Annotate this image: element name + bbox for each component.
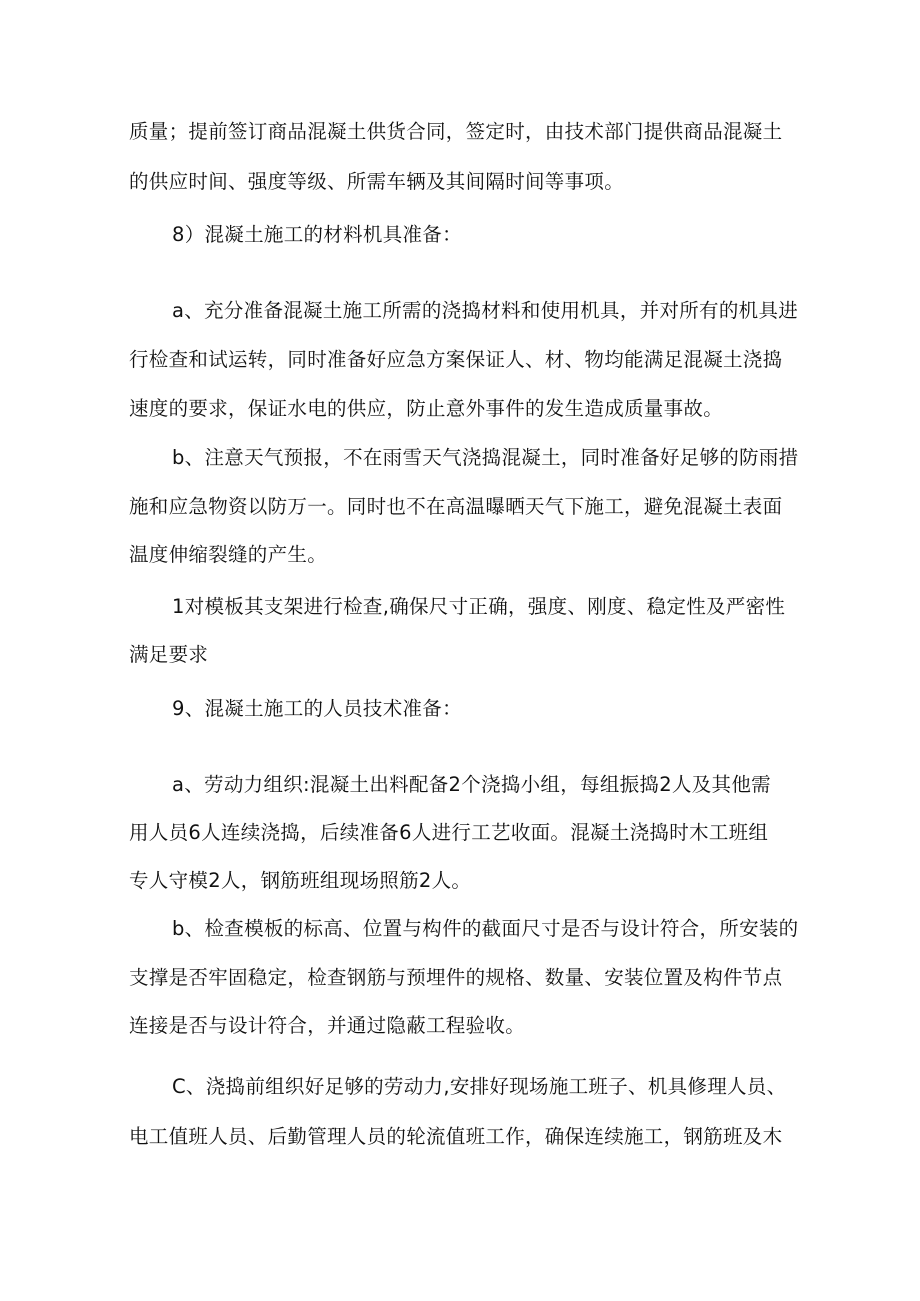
text-line: a、劳动力组织:混凝土出料配备2个浇捣小组，每组振捣2人及其他需 — [172, 773, 771, 796]
text-line: b、注意天气预报，不在雨雪天气浇捣混凝土，同时准备好足够的防雨措 — [172, 446, 799, 469]
text-line: 专人守模2人，钢筋班组现场照筋2人。 — [129, 869, 472, 892]
text-line: 支撑是否牢固稳定，检查钢筋与预埋件的规格、数量、安装位置及构件节点 — [129, 966, 783, 989]
text-line: a、充分准备混凝土施工所需的浇捣材料和使用机具，并对所有的机具进 — [172, 299, 799, 322]
section-heading: 9、混凝土施工的人员技术准备： — [172, 697, 462, 720]
text-line: 温度伸缩裂缝的产生。 — [129, 543, 328, 566]
text-line: 用人员6人连续浇捣，后续准备6人进行工艺收面。混凝土浇捣时木工班组 — [129, 821, 769, 844]
text-line: C、浇捣前组织好足够的劳动力,安排好现场施工班子、机具修理人员、 — [172, 1075, 787, 1098]
text-line: 电工值班人员、后勤管理人员的轮流值班工作，确保连续施工，钢筋班及木 — [129, 1125, 783, 1148]
section-heading: 8）混凝土施工的材料机具准备： — [172, 223, 462, 246]
text-line: b、检查模板的标高、位置与构件的截面尺寸是否与设计符合，所安装的 — [172, 917, 799, 940]
text-line: 质量；提前签订商品混凝土供货合同，签定时，由技术部门提供商品混凝土 — [129, 120, 783, 143]
text-line: 行检查和试运转，同时准备好应急方案保证人、材、物均能满足混凝土浇捣 — [129, 348, 783, 371]
text-line: 施和应急物资以防万一。同时也不在高温曝晒天气下施工，避免混凝土表面 — [129, 495, 783, 518]
text-line: 连接是否与设计符合，并通过隐蔽工程验收。 — [129, 1014, 526, 1037]
text-line: 的供应时间、强度等级、所需车辆及其间隔时间等事项。 — [129, 170, 625, 193]
text-line: 1对模板其支架进行检查,确保尺寸正确，强度、刚度、稳定性及严密性 — [172, 595, 786, 618]
text-line: 速度的要求，保证水电的供应，防止意外事件的发生造成质量事故。 — [129, 397, 724, 420]
text-line: 满足要求 — [129, 643, 209, 666]
